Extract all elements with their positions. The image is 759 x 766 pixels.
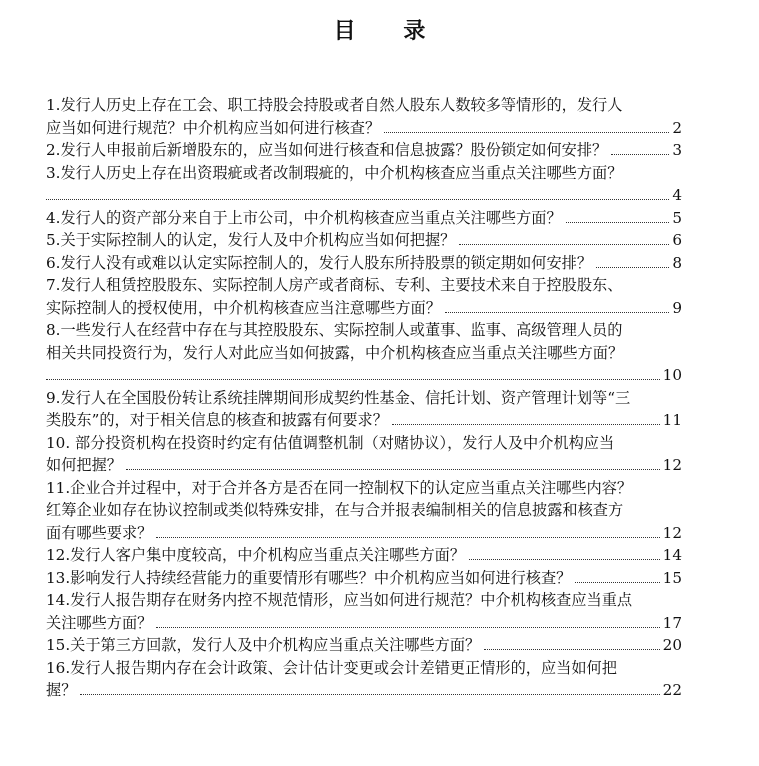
page-number: 17: [662, 613, 682, 632]
dot-leader: [469, 559, 660, 560]
dot-leader: [459, 244, 669, 245]
page-number: 2: [672, 118, 682, 137]
page-number: 22: [662, 681, 682, 699]
toc-entry-text: 16.发行人报告期内存在会计政策、会计估计变更或会计差错更正情形的，应当如何把: [46, 658, 617, 677]
toc-entry-text: 2.发行人申报前后新增股东的，应当如何进行核查和信息披露？股份锁定如何安排？: [46, 141, 608, 159]
page-number: 11: [662, 411, 682, 429]
page-number: 10: [662, 366, 682, 384]
toc-entry-text: 8.一些发行人在经营中存在与其控股股东、实际控制人或董事、监事、高级管理人员的: [46, 321, 623, 339]
dot-leader: [156, 627, 659, 628]
toc-entry-line: [46, 117, 682, 140]
dot-leader: [392, 424, 660, 425]
toc-entry-line: [46, 364, 682, 387]
dot-leader: [126, 469, 660, 470]
toc-entry[interactable]: [46, 432, 682, 477]
toc-entry-text: 应当如何进行规范？中介机构应当如何进行核查？: [46, 118, 381, 137]
page-number: 12: [662, 523, 682, 542]
toc-entry-text: 14.发行人报告期存在财务内控不规范情形，应当如何进行规范？中介机构核查应当重点: [46, 591, 633, 609]
toc-entry-text: 关注哪些方面？: [46, 613, 153, 632]
toc-entry-text: 类股东”的，对于相关信息的核查和披露有何要求？: [46, 411, 388, 429]
toc-entry-line: [46, 454, 682, 477]
page-number: 5: [672, 208, 682, 227]
toc-entry[interactable]: [46, 319, 682, 387]
toc-entry-text: 15.关于第三方回款，发行人及中介机构应当重点关注哪些方面？: [46, 636, 481, 654]
toc-entry[interactable]: [46, 477, 682, 545]
toc-entry-line: [46, 207, 682, 230]
toc-entry-line: [46, 544, 682, 567]
toc-entry[interactable]: [46, 634, 682, 657]
dot-leader: [46, 199, 669, 200]
toc-entry-text: 3.发行人历史上存在出资瑕疵或者改制瑕疵的，中介机构核查应当重点关注哪些方面？: [46, 163, 623, 182]
page-number: 3: [672, 141, 682, 159]
toc-entry-line: [46, 522, 682, 545]
toc-entry-text: 握？: [46, 681, 77, 699]
dot-leader: [575, 582, 659, 583]
toc-entry-line: [46, 184, 682, 207]
toc-entry-text: 实际控制人的授权使用，中介机构核查应当注意哪些方面？: [46, 298, 441, 317]
page-number: 9: [672, 298, 682, 317]
toc-entry[interactable]: [46, 162, 682, 207]
toc-entry-text: 4.发行人的资产部分来自于上市公司，中介机构核查应当重点关注哪些方面？: [46, 208, 562, 227]
toc-entry[interactable]: [46, 544, 682, 567]
toc-entry-line: [46, 229, 682, 252]
page-number: 8: [672, 253, 682, 272]
toc-entry-text: 1.发行人历史上存在工会、职工持股会持股或者自然人股东人数较多等情形的，发行人: [46, 96, 623, 114]
page-number: 4: [672, 186, 682, 204]
toc-entry-line: [46, 679, 682, 702]
dot-leader: [596, 267, 669, 268]
toc-entry-line: [46, 409, 682, 432]
toc-entry[interactable]: [46, 94, 682, 139]
toc-entry-line: [46, 252, 682, 275]
toc-entry[interactable]: [46, 657, 682, 702]
toc-entry[interactable]: [46, 567, 682, 590]
page-title: 目 录: [333, 18, 446, 44]
dot-leader: [445, 312, 669, 313]
toc-entry[interactable]: [46, 139, 682, 162]
toc-entry-text: 11.企业合并过程中，对于合并各方是否在同一控制权下的认定应当重点关注哪些内容？: [46, 478, 633, 497]
table-of-contents: [46, 94, 682, 702]
toc-entry[interactable]: [46, 387, 682, 432]
dot-leader: [80, 694, 659, 695]
dot-leader: [566, 222, 670, 223]
toc-entry-text: 9.发行人在全国股份转让系统挂牌期间形成契约性基金、信托计划、资产管理计划等“三: [46, 388, 631, 407]
toc-entry-text: 6.发行人没有或难以认定实际控制人的，发行人股东所持股票的锁定期如何安排？: [46, 253, 593, 272]
toc-entry-line: [46, 612, 682, 635]
toc-entry[interactable]: [46, 229, 682, 252]
page-number: 12: [662, 456, 682, 474]
toc-entry-text: 面有哪些要求？: [46, 523, 153, 542]
page-number: 20: [662, 636, 682, 654]
toc-entry[interactable]: [46, 274, 682, 319]
toc-entry-text: 7.发行人租赁控股股东、实际控制人房产或者商标、专利、主要技术来自于控股股东、: [46, 276, 623, 294]
dot-leader: [46, 379, 660, 380]
dot-leader: [156, 537, 659, 538]
toc-entry[interactable]: [46, 252, 682, 275]
toc-entry-line: [46, 634, 682, 657]
page-number: 6: [672, 231, 682, 249]
dot-leader: [384, 132, 669, 133]
toc-entry-line: [46, 297, 682, 320]
toc-entry-line: [46, 567, 682, 590]
toc-entry-text: 5.关于实际控制人的认定，发行人及中介机构应当如何把握？: [46, 231, 456, 249]
dot-leader: [484, 649, 659, 650]
toc-entry-text: 如何把握？: [46, 456, 122, 474]
toc-entry-text: 12.发行人客户集中度较高，中介机构应当重点关注哪些方面？: [46, 546, 466, 564]
dot-leader: [611, 154, 669, 155]
page-number: 14: [662, 546, 682, 564]
toc-entry-text: 红筹企业如存在协议控制或类似特殊安排，在与合并报表编制相关的信息披露和核查方: [46, 501, 624, 519]
toc-entry[interactable]: [46, 589, 682, 634]
toc-entry-text: 相关共同投资行为，发行人对此应当如何披露，中介机构核查应当重点关注哪些方面？: [46, 343, 624, 362]
toc-entry[interactable]: [46, 207, 682, 230]
toc-entry-text: 10. 部分投资机构在投资时约定有估值调整机制（对赌协议），发行人及中介机构应当: [46, 433, 615, 452]
toc-entry-line: [46, 139, 682, 162]
toc-entry-text: 13.影响发行人持续经营能力的重要情形有哪些？中介机构应当如何进行核查？: [46, 568, 572, 587]
page-number: 15: [662, 568, 682, 587]
